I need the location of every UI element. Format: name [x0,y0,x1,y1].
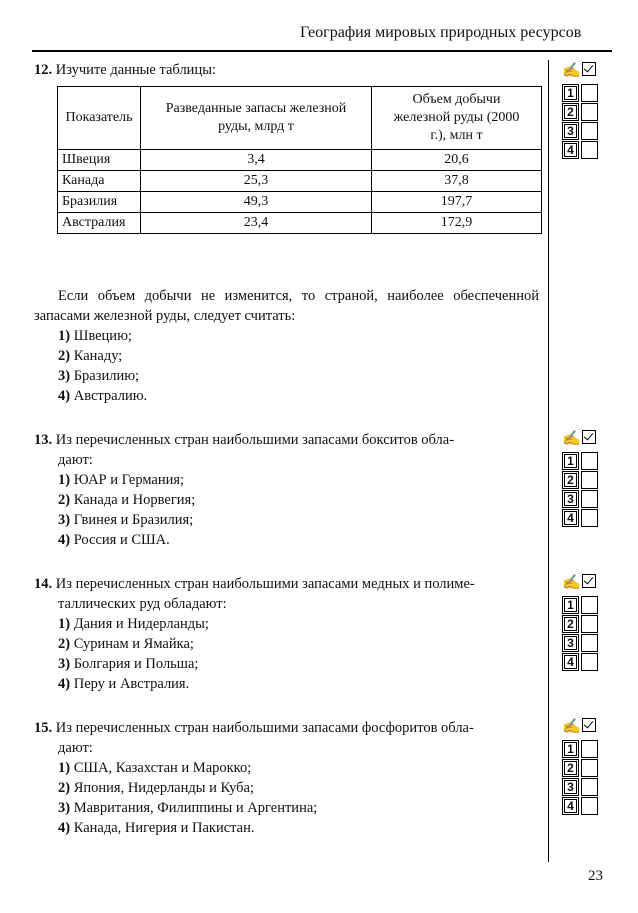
table-cell: 25,3 [141,171,372,192]
answer-option-1: 1) США, Казахстан и Марокко; [58,760,252,776]
answer-number-box: 4 [562,653,579,671]
answer-option-4: 4) Австралию. [58,388,148,404]
answer-input-box[interactable] [581,778,598,796]
answer-input-box[interactable] [581,84,598,102]
question-number: 15. [34,720,53,736]
table-cell: 49,3 [141,192,372,213]
table-cell: 23,4 [141,213,372,234]
question-text-cont: дают: [58,452,93,468]
answer-number-box: 2 [562,471,579,489]
answer-option-3: 3) Гвинея и Бразилия; [58,512,194,528]
pencil-icon: ✍ [562,719,581,735]
answer-number-box: 2 [562,103,579,121]
answer-option-2: 2) Канаду; [58,348,123,364]
answer-input-box[interactable] [581,740,598,758]
header-rule [32,50,612,52]
answer-option-2: 2) Япония, Нидерланды и Куба; [58,780,254,796]
question-text: Если объем добычи не изменится, то страной, наиболее обеспеченной запасами железной руды, следует считать: [34,288,539,324]
page-header-title: География мировых природных ресурсов [300,24,582,41]
checkbox-checked-icon [582,574,596,588]
question-text-cont: дают: [58,740,93,756]
answer-box-group-12 [562,62,602,160]
answer-number-box: 2 [562,759,579,777]
answer-input-box[interactable] [581,615,598,633]
answer-number-box: 4 [562,509,579,527]
question-number: 14. [34,576,53,592]
table-row [58,171,542,192]
checkbox-checked-icon [582,430,596,444]
answer-option-4: 4) Перу и Австралия. [58,676,190,692]
answer-number-box: 1 [562,84,579,102]
pencil-icon: ✍ [562,575,581,591]
table-header: Показатель [58,87,141,150]
question-14 [34,574,539,694]
question-text: Из перечисленных стран наибольшими запасами медных и полиме- [55,576,475,592]
question-13 [34,430,539,550]
answer-number-box: 3 [562,490,579,508]
answer-option-3: 3) Болгария и Польша; [58,656,199,672]
answer-option-1: 1) Швецию; [58,328,132,344]
question-text: Из перечисленных стран наибольшими запасами фосфоритов обла- [55,720,474,736]
answer-number-box: 1 [562,452,579,470]
answer-input-box[interactable] [581,634,598,652]
answer-input-box[interactable] [581,509,598,527]
answer-box-group-13 [562,430,602,528]
answer-input-box[interactable] [581,653,598,671]
pencil-icon: ✍ [562,63,581,79]
table-header-row [58,87,542,150]
answer-option-3: 3) Бразилию; [58,368,140,384]
answer-input-box[interactable] [581,452,598,470]
question-number: 12. [34,62,53,78]
table-cell: Канада [58,171,141,192]
answer-input-box[interactable] [581,122,598,140]
answer-option-3: 3) Мавритания, Филиппины и Аргентина; [58,800,318,816]
question-12 [34,60,539,80]
answer-input-box[interactable] [581,759,598,777]
answer-number-box: 1 [562,596,579,614]
question-intro: Изучите данные таблицы: [55,62,216,78]
checkbox-checked-icon [582,62,596,76]
answer-option-1: 1) Дания и Нидерланды; [58,616,209,632]
answer-box-group-14 [562,574,602,672]
answer-input-box[interactable] [581,797,598,815]
answer-input-box[interactable] [581,490,598,508]
answer-input-box[interactable] [581,141,598,159]
answer-number-box: 2 [562,615,579,633]
question-text: Из перечисленных стран наибольшими запасами бокситов обла- [55,432,455,448]
pencil-icon: ✍ [562,431,581,447]
answer-number-box: 3 [562,778,579,796]
table-cell: 3,4 [141,150,372,171]
table-cell: Австралия [58,213,141,234]
answer-option-2: 2) Канада и Норвегия; [58,492,196,508]
page-number: 23 [588,868,603,884]
answer-option-4: 4) Канада, Нигерия и Пакистан. [58,820,255,836]
answer-option-4: 4) Россия и США. [58,532,170,548]
question-12-body [34,286,539,406]
answer-number-box: 3 [562,634,579,652]
table-cell: 172,9 [372,213,542,234]
table-row [58,213,542,234]
iron-ore-table [57,86,542,234]
answer-number-box: 4 [562,141,579,159]
checkbox-checked-icon [582,718,596,732]
question-15 [34,718,539,838]
answer-input-box[interactable] [581,596,598,614]
answer-number-box: 3 [562,122,579,140]
question-text-cont: таллических руд обладают: [58,596,227,612]
table-header: Разведанные запасы железной руды, млрд т [141,87,372,150]
answer-box-group-15 [562,718,602,816]
table-cell: 197,7 [372,192,542,213]
table-row [58,192,542,213]
table-cell: Бразилия [58,192,141,213]
table-cell: 20,6 [372,150,542,171]
table-cell: Швеция [58,150,141,171]
answer-option-1: 1) ЮАР и Германия; [58,472,185,488]
table-cell: 37,8 [372,171,542,192]
answer-number-box: 4 [562,797,579,815]
answer-input-box[interactable] [581,471,598,489]
answer-input-box[interactable] [581,103,598,121]
table-header: Объем добычи железной руды (2000 г.), млн т [372,87,542,150]
margin-rule [548,60,549,862]
table-row [58,150,542,171]
answer-number-box: 1 [562,740,579,758]
answer-option-2: 2) Суринам и Ямайка; [58,636,194,652]
question-number: 13. [34,432,53,448]
